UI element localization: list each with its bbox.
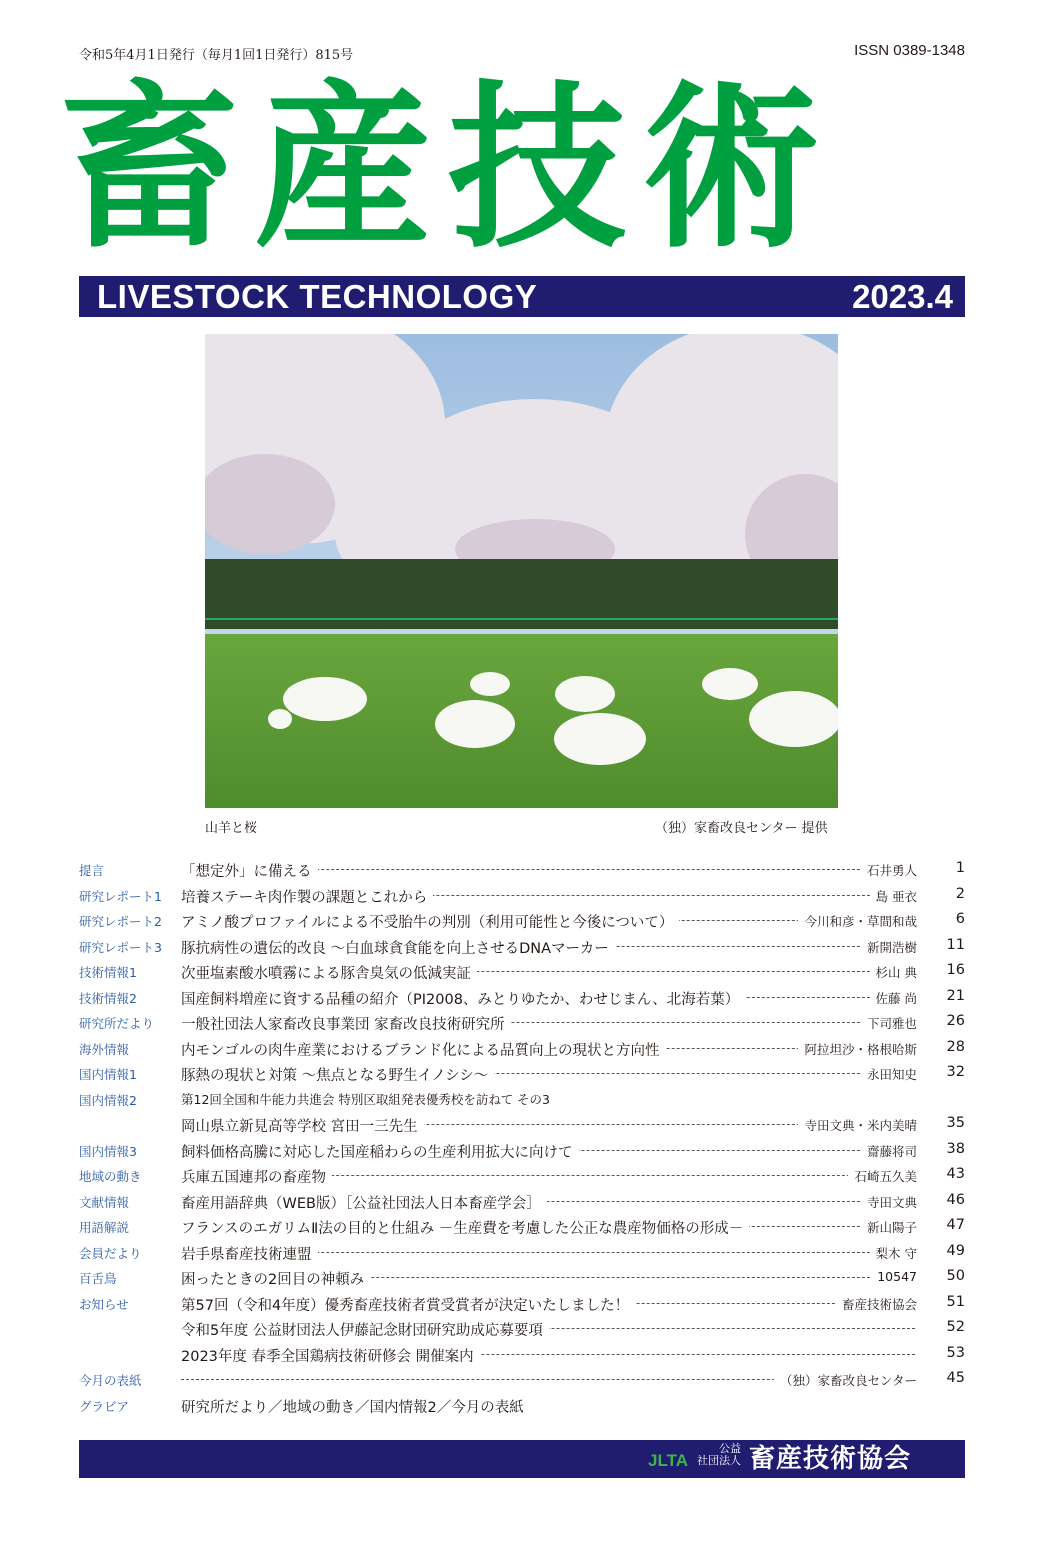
toc-row[interactable] [79, 1241, 965, 1267]
toc-author: 今川和彦・草間和哉 [798, 912, 917, 930]
toc-title: 岡山県立新見高等学校 宮田一三先生 [181, 1115, 424, 1136]
org-type-public: 公益 [719, 1442, 741, 1455]
jlta-logo [647, 1446, 689, 1472]
toc-author: 寺田文典 [861, 1193, 917, 1211]
toc-title: アミノ酸プロファイルによる不受胎牛の判別（利用可能性と今後について） [181, 911, 679, 932]
toc-page: 16 [946, 962, 965, 978]
toc-page: 53 [946, 1344, 965, 1361]
toc-category: お知らせ [79, 1296, 129, 1312]
toc-page: 21 [946, 987, 965, 1004]
toc-category: 技術情報2 [79, 990, 137, 1006]
issn: ISSN 0389-1348 [854, 42, 965, 59]
toc-title: 第57回（令和4年度）優秀畜産技術者賞受賞者が決定いたしました！ [181, 1294, 635, 1315]
toc-title: 畜産用語辞典（WEB版）［公益社団法人日本畜産学会］ [181, 1192, 547, 1213]
magazine-title: 畜産技術 [60, 63, 836, 272]
toc-author: 下司雅也 [861, 1014, 917, 1032]
toc-title: 豚抗病性の遺伝的改良 ～白血球貪食能を向上させるDNAマーカー [181, 937, 615, 958]
toc-author: 島 亜衣 [870, 887, 917, 905]
toc-author: 佐藤 尚 [870, 989, 917, 1007]
toc-author: 石崎五久美 [848, 1167, 917, 1185]
cover-photo [205, 334, 838, 808]
toc-page: 52 [946, 1319, 965, 1335]
toc-title: 研究所だより／地域の動き／国内情報2／今月の表紙 [181, 1396, 530, 1417]
toc-page: 49 [946, 1242, 965, 1259]
toc-row[interactable] [79, 909, 965, 935]
toc-category: 国内情報2 [79, 1092, 137, 1108]
organization-type [697, 1443, 741, 1467]
toc-category: 技術情報1 [79, 965, 137, 980]
issue-number: 2023.4 [852, 278, 953, 315]
toc-title: 「想定外」に備える [181, 860, 318, 881]
toc-row[interactable] [79, 1368, 965, 1394]
english-title: LIVESTOCK TECHNOLOGY [97, 278, 538, 315]
publisher-band [79, 1440, 965, 1478]
toc-row[interactable] [79, 960, 965, 986]
toc-page: 35 [946, 1115, 965, 1131]
toc-row[interactable] [79, 935, 965, 961]
toc-title: 内モンゴルの肉牛産業におけるブランド化による品質向上の現状と方向性 [181, 1039, 666, 1060]
toc-category: 用語解説 [79, 1220, 130, 1235]
cover-credit: （独）家畜改良センター 提供 [655, 821, 828, 836]
toc-page: 6 [955, 911, 965, 927]
toc-author: 新開浩樹 [861, 938, 917, 956]
toc-author: 阿拉坦沙・格根哈斯 [798, 1040, 917, 1058]
toc-title: 2023年度 春季全国鶏病技術研修会 開催案内 [181, 1345, 480, 1366]
toc-category: 研究レポート2 [79, 914, 162, 929]
toc-category: 研究レポート1 [79, 888, 162, 904]
cover-caption: 山羊と桜 [205, 821, 258, 836]
toc-title: 兵庫五国連邦の畜産物 [181, 1166, 332, 1187]
toc-row[interactable] [79, 1011, 965, 1037]
toc-page: 46 [946, 1191, 965, 1208]
toc-page: 51 [946, 1293, 965, 1310]
toc-title: フランスのエガリムⅡ法の目的と仕組み －生産費を考慮した公正な農産物価格の形成－ [181, 1217, 749, 1238]
toc-row[interactable] [79, 1266, 965, 1292]
toc-row[interactable] [79, 1343, 965, 1369]
toc-row[interactable] [79, 1190, 965, 1216]
table-of-contents [79, 858, 965, 1419]
toc-category: 今月の表紙 [79, 1373, 142, 1388]
toc-category: 会員だより [79, 1245, 142, 1261]
toc-category: 海外情報 [79, 1041, 130, 1057]
toc-category: 百舌鳥 [79, 1271, 117, 1286]
toc-author: 石井勇人 [861, 861, 917, 879]
toc-author: 寺田文典・米内美晴 [798, 1116, 917, 1134]
toc-row[interactable] [79, 1088, 965, 1114]
toc-author: （独）家畜改良センター [774, 1371, 917, 1389]
toc-category: 研究レポート3 [79, 939, 162, 955]
toc-page: 2 [955, 885, 965, 902]
toc-row[interactable] [79, 986, 965, 1012]
toc-row[interactable] [79, 1292, 965, 1318]
toc-author: 新山陽子 [861, 1218, 917, 1236]
toc-page: 38 [946, 1140, 965, 1157]
toc-page: 50 [946, 1268, 965, 1284]
toc-category: 研究所だより [79, 1016, 155, 1031]
toc-title: 豚熱の現状と対策 ～焦点となる野生イノシシ～ [181, 1064, 494, 1085]
toc-row[interactable] [79, 884, 965, 910]
toc-title: 国産飼料増産に資する品種の紹介（PI2008、みとりゆたか、わせじまん、北海若葉） [181, 988, 745, 1009]
toc-title: 飼料価格高騰に対応した国産稲わらの生産利用拡大に向けて [181, 1141, 579, 1162]
toc-category: 地域の動き [79, 1169, 142, 1184]
toc-page: 43 [946, 1166, 965, 1182]
toc-row[interactable] [79, 858, 965, 884]
toc-author: 10547 [871, 1269, 917, 1284]
toc-category: 提言 [79, 863, 105, 878]
toc-page: 28 [946, 1038, 965, 1055]
title-band [79, 276, 965, 317]
toc-row[interactable] [79, 1215, 965, 1241]
toc-page: 45 [946, 1370, 965, 1386]
toc-row[interactable] [79, 1113, 965, 1139]
toc-title: 困ったときの2回目の神頼み [181, 1268, 370, 1289]
toc-page: 32 [946, 1064, 965, 1080]
header-meta [79, 44, 965, 64]
toc-row[interactable] [79, 1164, 965, 1190]
toc-category: グラビア [79, 1398, 130, 1414]
issue-info: 令和5年4月1日発行（毎月1回1日発行）815号 [79, 48, 354, 63]
toc-title: 次亜塩素酸水噴霧による豚舎臭気の低減実証 [181, 962, 477, 983]
toc-page: 47 [946, 1217, 965, 1233]
toc-page: 1 [955, 860, 965, 876]
toc-author: 畜産技術協会 [836, 1295, 917, 1313]
toc-page: 26 [946, 1013, 965, 1029]
toc-title: 令和5年度 公益財団法人伊藤記念財団研究助成応募要項 [181, 1319, 549, 1340]
toc-author: 永田知史 [861, 1065, 917, 1083]
toc-title: 第12回全国和牛能力共進会 特別区取組発表優秀校を訪ねて その3 [181, 1090, 556, 1108]
toc-author: 杉山 典 [870, 963, 917, 981]
toc-row[interactable] [79, 1062, 965, 1088]
toc-row[interactable] [79, 1317, 965, 1343]
toc-row[interactable] [79, 1394, 965, 1420]
toc-author: 齋藤将司 [861, 1142, 917, 1160]
toc-page: 11 [946, 936, 965, 953]
toc-row[interactable] [79, 1139, 965, 1165]
svg-text:JLTA: JLTA [648, 1451, 688, 1470]
toc-title: 岩手県畜産技術連盟 [181, 1243, 318, 1264]
toc-title: 培養ステーキ肉作製の課題とこれから [181, 886, 433, 907]
toc-title: 一般社団法人家畜改良事業団 家畜改良技術研究所 [181, 1013, 511, 1034]
org-type-association: 社団法人 [697, 1454, 741, 1467]
toc-category: 文献情報 [79, 1194, 130, 1210]
toc-row[interactable] [79, 1037, 965, 1063]
toc-category: 国内情報3 [79, 1143, 137, 1159]
toc-category: 国内情報1 [79, 1067, 137, 1082]
publisher-name: 畜産技術協会 [749, 1444, 912, 1474]
toc-author: 梨木 守 [870, 1244, 917, 1262]
